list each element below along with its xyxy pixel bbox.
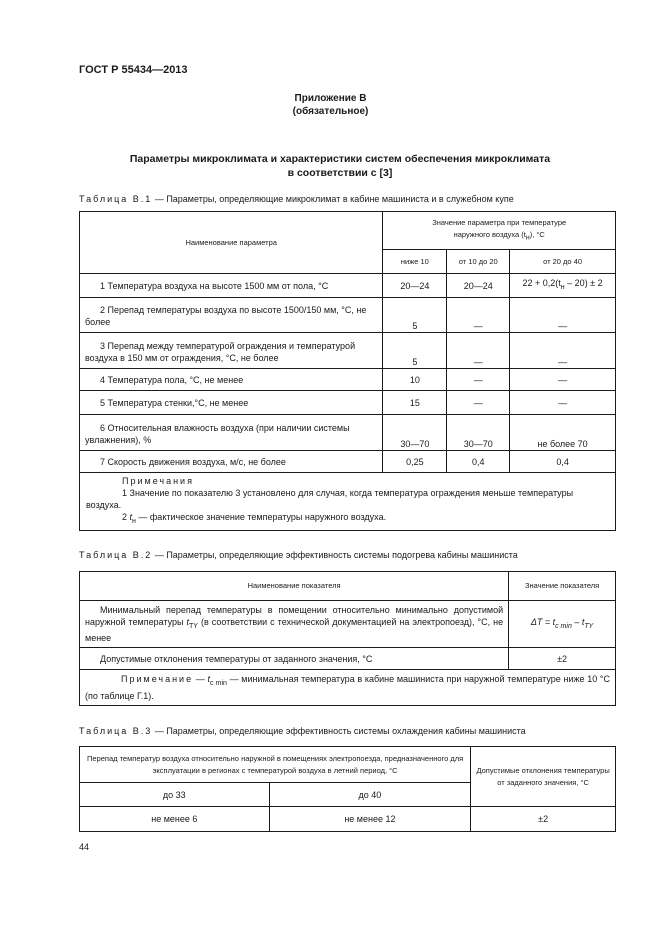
row-name: 6 Относительная влажность воздуха (при наличии системы увлажнения), % (80, 415, 383, 451)
table2-col-name: Наименование показателя (80, 572, 509, 601)
note-1: 1 Значение по показателю 3 установлено для случая, когда температура ограждения меньше температуры воздуха. (86, 488, 574, 510)
table2-caption (79, 550, 518, 560)
row-value: — (447, 333, 510, 369)
table1-subcol: от 10 до 20 (447, 250, 510, 274)
row-value (510, 274, 616, 298)
table1 (79, 211, 616, 531)
row-value: — (447, 391, 510, 415)
notes-title: Примечания (122, 476, 194, 486)
table2-note (80, 670, 616, 706)
table-row (80, 807, 616, 832)
note-2-prefix: 2 (122, 512, 130, 522)
table2-note-row (80, 670, 616, 706)
table3 (79, 746, 616, 832)
row-value: 0,4 (510, 451, 616, 473)
table-row (80, 369, 616, 391)
row-value-a: 22 + 0,2(t (522, 278, 561, 289)
appendix-subtitle: (обязательное) (292, 106, 369, 117)
table-row (80, 648, 616, 670)
row-value: — (510, 298, 616, 333)
row-value: 0,4 (447, 451, 510, 473)
row-value: не менее 6 (80, 807, 270, 832)
row-value: 0,25 (383, 451, 447, 473)
table1-col-value (383, 212, 616, 250)
note-2-sub: н (132, 517, 136, 525)
table1-notes-row (80, 473, 616, 531)
row-value: — (510, 333, 616, 369)
row-name: Допустимые отклонения температуры от заданного значения, °С (80, 648, 509, 670)
row-value-b: – t (571, 616, 585, 627)
table-row (80, 451, 616, 473)
row-value-a: ΔT = t (530, 616, 556, 627)
row-value: 5 (383, 333, 447, 369)
row-name (80, 601, 509, 648)
table-row (80, 415, 616, 451)
row-value: 10 (383, 369, 447, 391)
table2-col-value: Значение показателя (509, 572, 616, 601)
table1-caption-text: — Параметры, определяющие микроклимат в кабине машиниста и в служебном купе (152, 194, 514, 204)
table1-caption (79, 194, 514, 204)
row-value: 20—24 (447, 274, 510, 298)
note-dash: — (193, 674, 208, 685)
page-number: 44 (79, 842, 90, 852)
row-value: 30—70 (383, 415, 447, 451)
table3-caption (79, 726, 526, 736)
row-value-b: – 20) ± 2 (564, 278, 603, 289)
row-value-sub: TY (584, 622, 594, 630)
row-name: 2 Перепад температуры воздуха по высоте 1500/150 мм, °С, не более (80, 298, 383, 333)
row-value: — (447, 369, 510, 391)
row-name: 5 Температура стенки,°С, не менее (80, 391, 383, 415)
table-row (80, 391, 616, 415)
table3-head-left: Перепад температур воздуха относительно наружной в помещениях электропоезда, предназначенного для эксплуатации в регионах с температурой воздуха в летний период, °С (80, 747, 471, 783)
row-value: не более 70 (510, 415, 616, 451)
table1-col-value-line1: Значение параметра при температуре (432, 217, 567, 227)
section-title-line: в соответствии с [3] (287, 167, 393, 179)
appendix-title: Приложение В (294, 93, 367, 104)
note-var: t (207, 674, 210, 685)
row-name: 4 Температура пола, °С, не менее (80, 369, 383, 391)
table3-caption-prefix: Таблица В.3 (79, 726, 153, 736)
row-value: ±2 (471, 807, 616, 832)
row-sub: TY (189, 622, 198, 630)
row-text: Минимальный перепад температуры в помещении относительно минимально допустимой наружной температуры (85, 604, 504, 627)
row-value-sub: c min (555, 622, 572, 630)
table1-caption-prefix: Таблица В.1 (79, 194, 153, 204)
row-name: 7 Скорость движения воздуха, м/с, не более (80, 451, 383, 473)
row-value: 5 (383, 298, 447, 333)
row-name: 3 Перепад между температурой ограждения и температурой воздуха в 150 мм от ограждения, °С, не более (80, 333, 383, 369)
row-value: — (447, 298, 510, 333)
row-value (509, 601, 616, 648)
row-var: t (186, 616, 190, 627)
note-text: — минимальная температура в кабине машиниста при наружной температуре ниже 10 °С (по таблице Г.1). (85, 674, 610, 701)
note-2 (86, 511, 609, 528)
row-value: — (510, 369, 616, 391)
table1-col-name: Наименование параметра (80, 212, 383, 274)
row-text: (в соответствии с технической документацией на электропоезд), °С, не менее (85, 616, 504, 644)
table1-notes (80, 473, 616, 531)
table-row (80, 333, 616, 369)
row-value: — (510, 391, 616, 415)
table3-caption-text: — Параметры, определяющие эффективность системы охлаждения кабины машиниста (152, 726, 526, 736)
row-value-sub: н (560, 283, 565, 291)
table1-col-value-line2 (388, 229, 610, 245)
table2-caption-prefix: Таблица В.2 (79, 550, 153, 560)
note-2-var: t (129, 512, 133, 522)
row-value: 20—24 (383, 274, 447, 298)
table2-caption-text: — Параметры, определяющие эффективность системы подогрева кабины машиниста (152, 550, 518, 560)
table2 (79, 571, 616, 706)
row-value: 30—70 (447, 415, 510, 451)
table-row (80, 274, 616, 298)
section-title-line: Параметры микроклимата и характеристики систем обеспечения микроклимата (129, 153, 551, 165)
table1-col-value-sub: н (525, 234, 530, 242)
note-2-text: — фактическое значение температуры наружного воздуха. (135, 512, 387, 522)
table3-subcol: до 33 (80, 783, 270, 807)
row-value: не менее 12 (269, 807, 471, 832)
table1-subcol: ниже 10 (383, 250, 447, 274)
row-name: 1 Температура воздуха на высоте 1500 мм от пола, °С (80, 274, 383, 298)
note-sub: c min (209, 679, 227, 687)
table3-subcol: до 40 (269, 783, 471, 807)
table-row (80, 298, 616, 333)
row-value: 15 (383, 391, 447, 415)
standard-header: ГОСТ Р 55434—2013 (79, 64, 188, 76)
table1-col-value-unit: ), °С (529, 229, 545, 239)
table1-subcol: от 20 до 40 (510, 250, 616, 274)
table-row (80, 601, 616, 648)
table3-head-right: Допустимые отклонения температуры от заданного значения, °С (471, 747, 616, 807)
table1-col-value-text: наружного воздуха (t (453, 229, 526, 239)
row-value: ±2 (509, 648, 616, 670)
section-title (60, 152, 620, 180)
note-prefix: Примечание (121, 674, 194, 685)
